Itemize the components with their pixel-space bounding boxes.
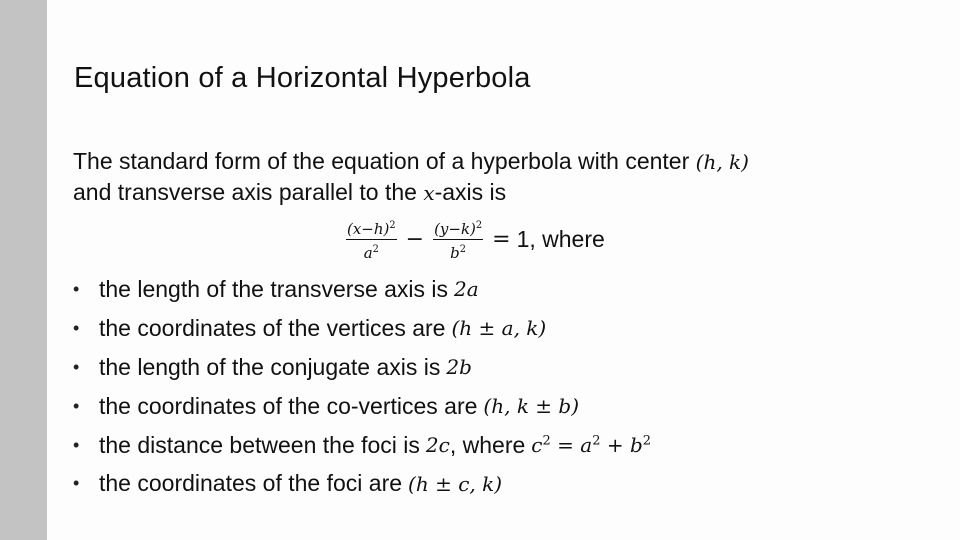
intro-line-2-text-b: -axis is (434, 179, 507, 205)
side-bar (0, 0, 47, 540)
bullet-icon: • (73, 473, 80, 494)
fraction-x-numerator (346, 216, 397, 239)
intro-line-2-text-a: and transverse axis parallel to the (73, 179, 417, 205)
list-item-math: 2b (446, 355, 472, 380)
list-item-math: (h ± c, k) (408, 471, 503, 496)
list-item-text: the coordinates of the vertices are (99, 314, 446, 341)
list-item-math: 2c (425, 433, 450, 457)
list-item (73, 426, 651, 465)
fraction-y-denominator-base: b (450, 243, 460, 262)
list-item (73, 309, 651, 348)
foci-relation-math (531, 433, 651, 457)
fraction-x-denominator-base: a (363, 243, 373, 262)
slide-title: Equation of a Horizontal Hyperbola (74, 62, 531, 94)
list-item (73, 387, 651, 426)
foci-relation-b: + b (600, 433, 643, 457)
list-item (73, 270, 651, 309)
list-item (73, 464, 651, 503)
equation-suffix: , where (529, 225, 605, 252)
list-item-text-2: , where (449, 431, 526, 458)
x-variable-math: x (423, 181, 435, 205)
equation-rhs: 1 (516, 225, 530, 252)
list-item-text: the distance between the foci is (99, 431, 420, 458)
intro-line-1 (73, 146, 749, 177)
list-item-text: the length of the transverse axis is (99, 275, 449, 302)
bullet-icon: • (73, 434, 80, 455)
fraction-y-denominator (433, 239, 483, 263)
list-item-math: 2a (454, 277, 479, 302)
bullet-icon: • (73, 356, 80, 377)
equals-sign: = (492, 226, 511, 252)
center-math: (h, k) (695, 150, 749, 174)
fraction-x-denominator (346, 239, 397, 263)
fraction-y-numerator-exponent: 2 (475, 219, 483, 231)
fraction-y (433, 216, 483, 263)
intro-paragraph (73, 146, 749, 208)
list-item-text: the coordinates of the co-vertices are (99, 392, 478, 419)
foci-relation-c: c (531, 433, 543, 457)
bullet-icon: • (73, 278, 80, 299)
list-item-math: (h ± a, k) (451, 316, 547, 341)
list-item-math: (h, k ± b) (483, 394, 580, 419)
list-item (73, 348, 651, 387)
list-item-text: the coordinates of the foci are (99, 470, 403, 497)
standard-form-equation (343, 214, 605, 264)
bullet-icon: • (73, 395, 80, 416)
properties-list (73, 270, 651, 503)
intro-line-2 (73, 177, 749, 208)
fraction-x (346, 216, 397, 263)
foci-relation-a: = a (550, 433, 593, 457)
fraction-y-numerator-base: (y−k) (434, 219, 476, 238)
minus-sign: − (405, 226, 425, 252)
bullet-icon: • (73, 317, 80, 338)
fraction-x-numerator-exponent: 2 (389, 219, 396, 231)
intro-line-1-text: The standard form of the equation of a hyperbola with center (73, 148, 690, 174)
fraction-y-denominator-exponent: 2 (459, 243, 466, 255)
fraction-x-denominator-exponent: 2 (372, 243, 379, 255)
list-item-text: the length of the conjugate axis is (99, 353, 441, 380)
foci-relation-b-exponent: 2 (642, 433, 652, 449)
foci-relation-a-exponent: 2 (592, 433, 601, 449)
foci-relation-c-exponent: 2 (542, 433, 551, 449)
fraction-y-numerator (433, 216, 483, 239)
fraction-x-numerator-base: (x−h) (347, 219, 390, 238)
